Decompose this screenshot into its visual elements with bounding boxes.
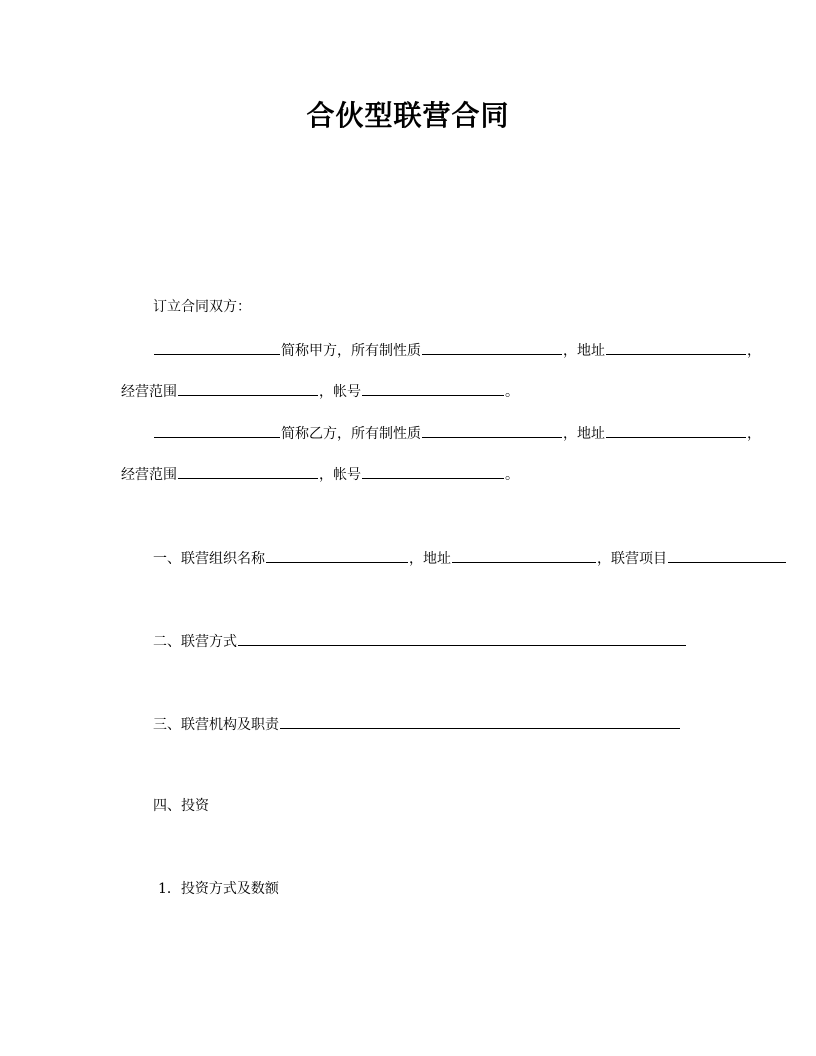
party-a-account-blank[interactable]: [362, 381, 504, 396]
party-b-name-blank[interactable]: [154, 423, 280, 438]
section-1-project-blank[interactable]: [668, 548, 786, 563]
party-b-address-label: ，地址: [563, 426, 605, 442]
section-1-address-label: ，地址: [409, 551, 451, 567]
section-3-blank[interactable]: [280, 714, 680, 729]
section-3-label: 三、联营机构及职责: [153, 717, 279, 733]
party-b-scope-label: 经营范围: [121, 467, 177, 483]
document-title: 合伙型联营合同: [306, 99, 510, 132]
section-2-line: [153, 631, 687, 652]
section-4-line: 四、投资: [153, 798, 209, 814]
party-a-scope-blank[interactable]: [178, 381, 318, 396]
party-a-scope-label: 经营范围: [121, 384, 177, 400]
section-1-line: [153, 548, 787, 569]
party-b-line-1: [153, 423, 761, 444]
section-1-label: 一、联营组织名称: [153, 551, 265, 567]
section-1-project-label: ，联营项目: [597, 551, 667, 567]
party-a-address-blank[interactable]: [606, 340, 746, 355]
party-a-line-2: [121, 381, 519, 402]
party-b-period: 。: [505, 467, 519, 483]
subsection-1-line: 1．投资方式及数额: [158, 881, 279, 897]
section-1-address-blank[interactable]: [452, 548, 596, 563]
section-1-org-name-blank[interactable]: [266, 548, 408, 563]
party-a-trailing-comma: ，: [747, 343, 761, 359]
party-a-period: 。: [505, 384, 519, 400]
party-b-ownership-blank[interactable]: [422, 423, 562, 438]
party-b-account-label: ，帐号: [319, 467, 361, 483]
party-a-name-blank[interactable]: [154, 340, 280, 355]
party-b-address-blank[interactable]: [606, 423, 746, 438]
party-b-line-2: [121, 464, 519, 485]
section-2-label: 二、联营方式: [153, 634, 237, 650]
party-b-account-blank[interactable]: [362, 464, 504, 479]
party-a-abbr-label: 简称甲方，所有制性质: [281, 343, 421, 359]
party-b-abbr-label: 简称乙方，所有制性质: [281, 426, 421, 442]
party-b-scope-blank[interactable]: [178, 464, 318, 479]
section-2-blank[interactable]: [238, 631, 686, 646]
intro-line: 订立合同双方：: [153, 299, 251, 315]
party-b-trailing-comma: ，: [747, 426, 761, 442]
party-a-ownership-blank[interactable]: [422, 340, 562, 355]
party-a-line-1: [153, 340, 761, 361]
party-a-address-label: ，地址: [563, 343, 605, 359]
party-a-account-label: ，帐号: [319, 384, 361, 400]
section-3-line: [153, 714, 681, 735]
